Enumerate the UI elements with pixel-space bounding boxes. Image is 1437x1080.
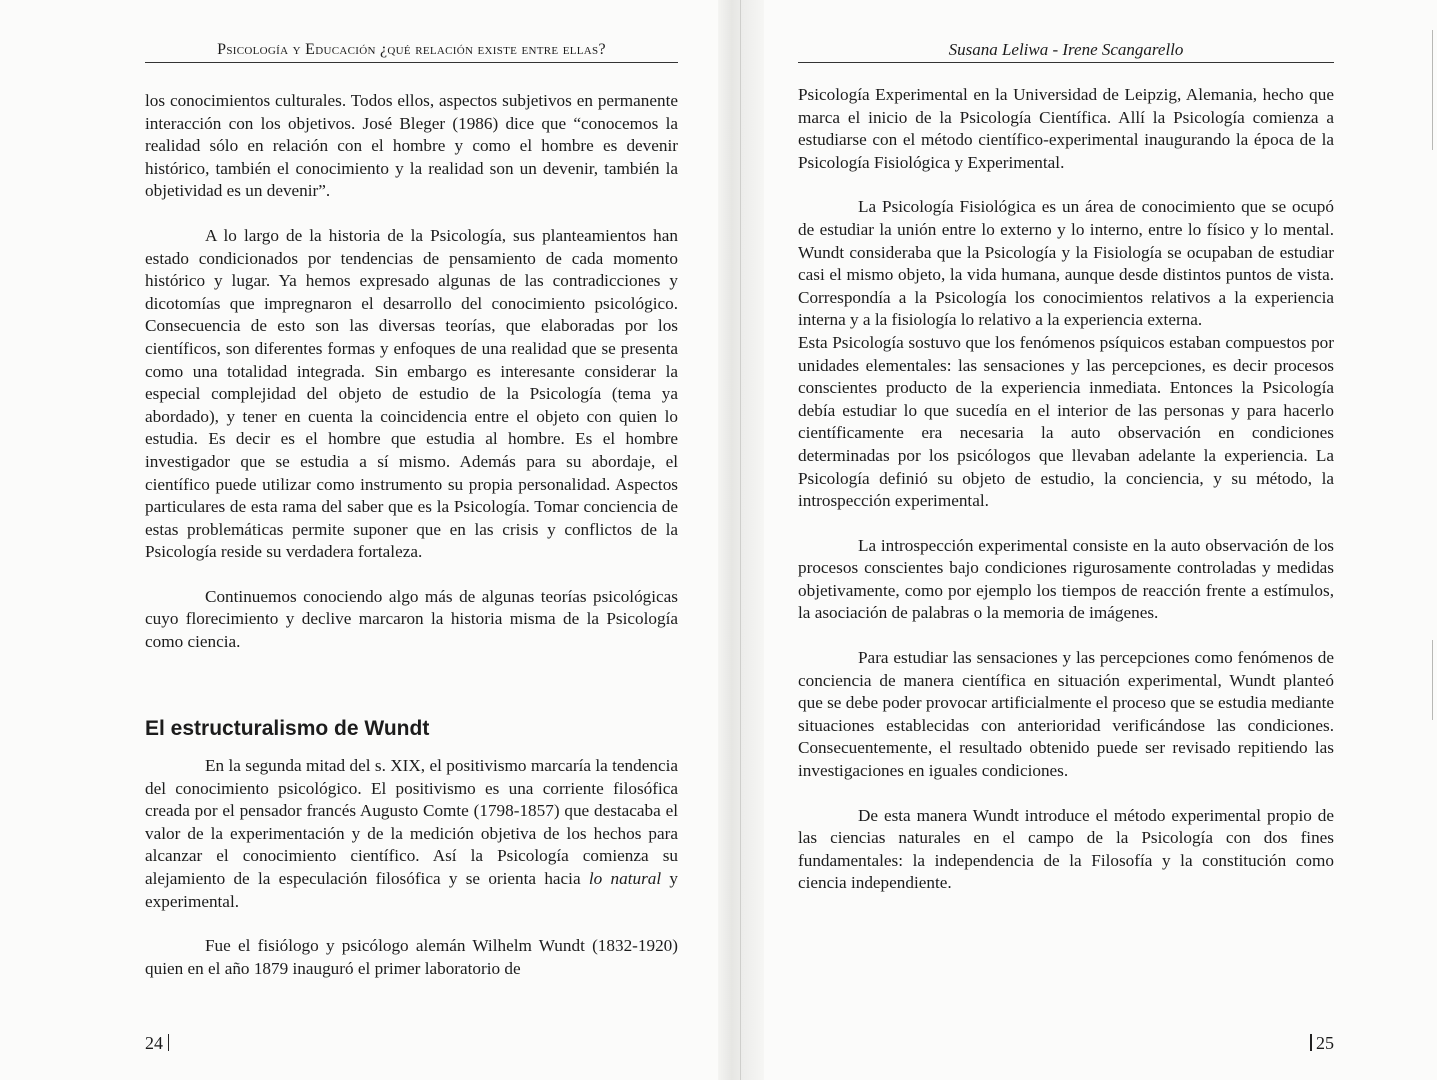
left-page-section [145, 716, 678, 980]
paragraph: En la segunda mitad del s. XIX, el positivismo marcaría la tendencia del conocimiento psicológico. El positivismo es una corriente filosófica creada por el pensador francés Augusto Comte (1798-1857) que destacaba el valor de la experimentación y de la medición objetiva de los hechos para alcanzar el conocimiento científico. Así la Psicología comienza su alejamiento de la especulación filosófica y se orienta hacia lo natural y experimental. [145, 756, 678, 911]
paragraph: Fue el fisiólogo y psicólogo alemán Wilhelm Wundt (1832-1920) quien en el año 1879 inauguró el primer laboratorio de [145, 936, 678, 978]
gutter-fold-line [740, 0, 741, 1080]
paragraph: Esta Psicología sostuvo que los fenómenos psíquicos estaban compuestos por unidades elementales: las sensaciones y las percepciones, es decir procesos conscientes producto de la experiencia inmediata. Entonces la Psicología debía estudiar lo que sucedía en el interior de las personas y para hacerlo científicamente era necesaria la auto observación en condiciones determinadas por los psicólogos que llevaban adelante la experiencia. La Psicología definió su objeto de estudio, la conciencia, y su método, la introspección experimental. [798, 332, 1334, 511]
paragraph: De esta manera Wundt introduce el método experimental propio de las ciencias naturales en el campo de la Psicología con dos fines fundamentales: la independencia de la Filosofía y la constitución como ciencia independiente. [798, 805, 1334, 893]
page-edge-mark [1432, 30, 1433, 150]
left-page [145, 0, 678, 1080]
left-page-body [145, 90, 678, 654]
paragraph: A lo largo de la historia de la Psicología, sus planteamientos han estado condicionados por tendencias de pensamiento de cada momento histórico y lugar. Ya hemos expresado algunas de las contradicciones y dicotomías que impregnaron el desarrollo del conocimiento psicológico. Consecuencia de esto son las diversas teorías, que elaboradas por los científicos, son diferentes formas y enfoques de una realidad que se presenta como una totalidad integrada. Sin embargo es interesante considerar la especial complejidad del objeto de estudio de la Psicología (tema ya abordado), y tener en cuenta la coincidencia entre el objeto con quien lo estudia. Es decir es el hombre que estudia al hombre. Es el hombre investigador que se estudia a sí mismo. Además para su abordaje, el científico puede utilizar como instrumento su propia personalidad. Aspectos particulares de esta rama del saber que es la Psicología. Tomar conciencia de estas problemáticas permite suponer que en las crisis y conflictos de la Psicología reside su verdadera fortaleza. [145, 225, 678, 562]
italic-phrase: lo natural [588, 868, 662, 888]
page-edge-mark [1432, 640, 1433, 720]
page-number: 25 [1310, 1032, 1334, 1054]
page-number: 24 [145, 1032, 169, 1054]
book-gutter [718, 0, 764, 1080]
section-title: El estructuralismo de Wundt [145, 717, 430, 740]
paragraph: Para estudiar las sensaciones y las percepciones como fenómenos de conciencia de manera científica en situación experimental, Wundt planteó que se debe poder provocar artificialmente el proceso que se estudia mediante situaciones establecidas con anterioridad verificándose las condiciones. Consecuentemente, el resultado obtenido puede ser revisado repitiendo las investigaciones en iguales condiciones. [798, 648, 1334, 781]
right-page-body [798, 84, 1334, 895]
paragraph: Continuemos conociendo algo más de algunas teorías psicológicas cuyo florecimiento y declive marcaron la historia misma de la Psicología como ciencia. [145, 586, 678, 652]
running-head: Psicología y Educación ¿qué relación existe entre ellas? [145, 40, 678, 63]
right-page [798, 0, 1334, 1080]
paragraph: La Psicología Fisiológica es un área de conocimiento que se ocupó de estudiar la unión entre lo externo y lo interno, entre lo físico y lo mental. Wundt consideraba que la Psicología y la Fisiología se ocupaban de estudiar casi el mismo objeto, la vida humana, aunque desde distintos puntos de vista. Correspondía a la Psicología los conocimientos relativos a la experiencia interna y a la fisiología lo relativo a la experiencia externa. [798, 197, 1334, 330]
running-head: Susana Leliwa - Irene Scangarello [798, 40, 1334, 63]
paragraph: Psicología Experimental en la Universidad de Leipzig, Alemania, hecho que marca el inicio de la Psicología Científica. Allí la Psicología comienza a estudiarse con el método científico-experimental inaugurando la época de la Psicología Fisiológica y Experimental. [798, 85, 1334, 172]
paragraph: los conocimientos culturales. Todos ellos, aspectos subjetivos en permanente interacción con los objetivos. José Bleger (1986) dice que “conocemos la realidad sólo en relación con el hombre y como el hombre es devenir histórico, también el conocimiento y la realidad son un devenir, también la objetividad es un devenir”. [145, 91, 678, 201]
paragraph: La introspección experimental consiste en la auto observación de los procesos conscientes bajo condiciones rigurosamente controladas y medidas objetivamente, como por ejemplo los tiempos de reacción frente a estímulos, la asociación de palabras o la memoria de imágenes. [798, 535, 1334, 623]
